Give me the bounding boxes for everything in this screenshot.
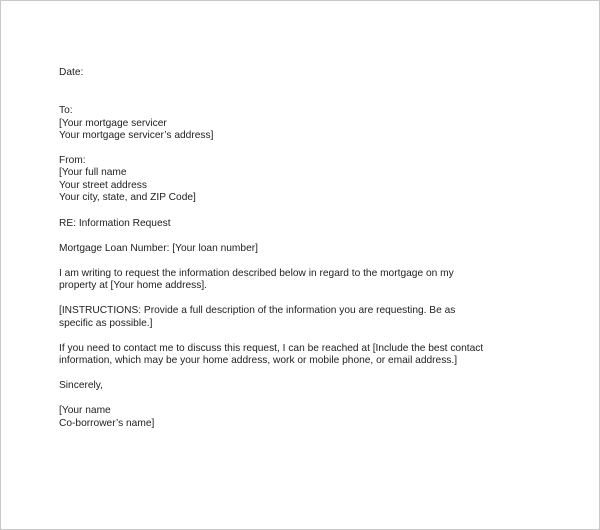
from-label: From:	[59, 155, 86, 166]
from-city-line: Your city, state, and ZIP Code]	[59, 192, 196, 203]
from-name-line: [Your full name	[59, 167, 127, 178]
instructions-paragraph-line-2: specific as possible.]	[59, 318, 153, 329]
instructions-paragraph-line-1: [INSTRUCTIONS: Provide a full description of the information you are requesting. Be as	[59, 305, 456, 316]
date-label: Date:	[59, 67, 84, 78]
signature-name-line: [Your name	[59, 405, 111, 416]
loan-number-line: Mortgage Loan Number: [Your loan number]	[59, 243, 258, 254]
signature-coborrower-line: Co-borrower’s name]	[59, 418, 155, 429]
to-servicer-address-line: Your mortgage servicer’s address]	[59, 130, 214, 141]
from-street-line: Your street address	[59, 180, 147, 191]
contact-paragraph-line-2: information, which may be your home address, work or mobile phone, or email address.]	[59, 355, 458, 366]
to-servicer-line: [Your mortgage servicer	[59, 118, 167, 129]
closing-line: Sincerely,	[59, 380, 103, 391]
body-paragraph-1-line-1: I am writing to request the information described below in regard to the mortgage on my	[59, 268, 454, 279]
re-subject-line: RE: Information Request	[59, 218, 171, 229]
body-paragraph-1-line-2: property at [Your home address].	[59, 280, 207, 291]
to-label: To:	[59, 105, 73, 116]
contact-paragraph-line-1: If you need to contact me to discuss this request, I can be reached at [Include the best contact	[59, 343, 484, 354]
